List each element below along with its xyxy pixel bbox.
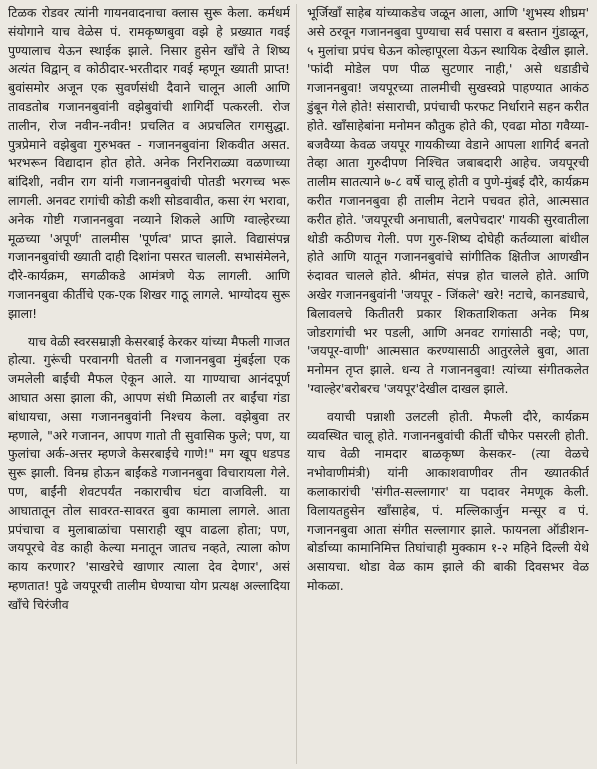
right-paragraph-1: भूर्जिखाँ साहेब यांच्याकडेच जळून आला, आणि 'शुभस्य शीघ्रम' असे ठरवून गजाननबुवा पुण्याचा सर्व पसारा व बस्तान गुंडाळून, ५ मुलांचा प्रपंच घेऊन कोल्हापूरला येऊन स्थायिक देखील झाले. 'फांदी मोडेल पण पीळ सुटणार नाही,' असे धडाडीचे गजाननबुवा! जयपूरच्या तालमीची सुखस्वप्ने पाहण्यात आकंठ डुंबून गेले होते! संसाराची, प्रपंचाची फरफट निर्धाराने सहन करीत होते. खाँसाहेबांना मनोमन कौतुक होते की, एवढा मोठा गवैय्या-बजवैय्या केवळ जयपूर गायकीच्या वेडाने आपला शागिर्द बनतो तेव्हा आता गुरुदीपण निश्चित जबाबदारी आहेच. जयपूरची तालीम सातत्याने ७-८ वर्षे चालू होती व पुणे-मुंबई दौरे, कार्यक्रम करीत गजाननबुवा ही तालीम नेटाने पचवत होते, आत्मसात करीत होते. 'जयपूरची अनाघाती, बलपेचदार' गायकी सुरवातीला थोडी कठीणच गेली. पण गुरु-शिष्य दोघेही कर्तव्याला बांधील होते आणि यातून गजाननबुवांचे सांगीतिक क्षितीज आणखीन रुंदावत चालले होते. श्रीमंत, संपन्न होत चालले होते. आणि अखेर गजाननबुवांनी 'जयपूर - जिंकले' खरे! नटाचे, कानड्याचे, बिलावलचे कितीतरी प्रकार शिकताशिकता अनेक मिश्र जोडरागांची भर पडली, आणि अनवट रागांसाठी नव्हे; पण, 'जयपूर-वाणी' आत्मसात करण्यासाठी आतुरलेले बुवा, आता मनोमन तृप्त झाले. धन्य ते गजाननबुवा! त्यांच्या संगीतकलेत 'ग्वाल्हेर'बरोबरच 'जयपूर'देखील दाखल झाले. bbox=[307, 5, 589, 396]
right-paragraph-2: वयाची पन्नाशी उलटली होती. मैफली दौरे, कार्यक्रम व्यवस्थित चालू होते. गजाननबुवांची कीर्ती चौफेर पसरली होती. याच वेळी नामदार बाळकृष्ण केसकर- (त्या वेळचे नभोवाणीमंत्री) यांनी आकाशवाणीवर तीन ख्यातकीर्त कलाकारांची 'संगीत-सल्लागार' या पदावर नेमणूक केली. विलायतहुसेन खाँसाहेब, पं. मल्लिकार्जुन मन्सूर व पं. गजाननबुवा आता संगीत सल्लागार झाले. फायनला ऑडीशन-बोर्डाच्या कामानिमित्त तिघांचाही मुक्काम १-२ महिने दिल्ली येथे असायचा. थोडा वेळ काम झाले की बाकी दिवसभर वेळ मोकळा. bbox=[307, 408, 589, 593]
column-divider bbox=[296, 4, 297, 764]
left-column bbox=[8, 4, 290, 766]
left-paragraph-2: याच वेळी स्वरसम्राज्ञी केसरबाई केरकर यांच्या मैफली गाजत होत्या. गुरूंची परवानगी घेतली व गजाननबुवा मुंबईला एक जमलेली बाईंची मैफल ऐकून आले. या गाण्याचा आनंदपूर्ण आघात असा झाला की, आपण संधी मिळाली तर बाईंचा गंडा बांधायचा, असा गजाननबुवांनी निश्चय केला. वझेबुवा तर म्हणाले, "अरे गजानन, आपण गातो ती सुवासिक फुले; पण, या फुलांचा अर्क-अत्तर म्हणजे केसरबाईचे गाणे!" मग खूप धडपड सुरू झाली. विनम्र होऊन बाईंकडे गजाननबुवा विचारायला गेले. पण, बाईंनी शेवटपर्यंत नकाराचीच घंटा वाजविली. या आघातातून तोल सावरत-सावरत बुवा कामाला लागले. आता प्रपंचाचा व मुलाबाळांचा पसाराही खूप वाढला होता; पण, जयपूरचे वेड काही केल्या मनातून जातच नव्हते, त्याला कोण काय करणार? 'साखरेचे खाणार त्याला देव देणार', असं म्हणतात! पुढे जयपूरची तालीम घेण्याचा योग प्रत्यक्ष अल्लादिया खाँचे चिरंजीव bbox=[8, 333, 290, 612]
right-column bbox=[307, 4, 589, 766]
left-paragraph-1: टिळक रोडवर त्यांनी गायनवादनाचा क्लास सुरू केला. कर्मधर्म संयोगाने याच वेळेस पं. रामकृष्णबुवा वझे हे प्रख्यात गवई पुण्यालाच येऊन स्थाईक झाले. निसार हुसेन खाँचे ते शिष्य अत्यंत विद्वान् व कोठीदार-भरतीदार गवई म्हणून ख्याती प्राप्त! बुवांसमोर अजून एक सुवर्णसंधी दैवाने चालून आली आणि तावडतोब गजाननबुवांनी वझेबुवांची शागिर्दी पत्करली. रोज तालीन, रोज नवीन-नवीन! प्रचलित व अप्रचलित रागसुद्धा. पुत्रप्रेमाने वझेबुवा गुरुभक्त - गजाननबुवांना शिकवीत असत. भरभरून विद्यादान होत होते. अनेक निरनिराळ्या वळणाच्या बांदिशी, नवीन राग यांनी गजाननबुवांची पोतडी भरगच्च भरू लागली. अनवट रागांची कोडी कशी सोडवावीत, कसा रंग भरावा, अनेक गोष्टी गजाननबुवा नव्याने शिकले आणि ग्वाल्हेरच्या मूळच्या 'अपूर्ण' तालमीस 'पूर्णत्व' प्राप्त झाले. विद्यासंपन्न गजाननबुवांची ख्याती दाही दिशांना पसरत चालली. सभासंमेलने, दौरे-कार्यक्रम, सगळीकडे आमंत्रणे येऊ लागली. आणि गजाननबुवा कीर्तीचे एक-एक शिखर गाठू लागले. भाग्योदय सुरू झाला! bbox=[8, 5, 290, 321]
